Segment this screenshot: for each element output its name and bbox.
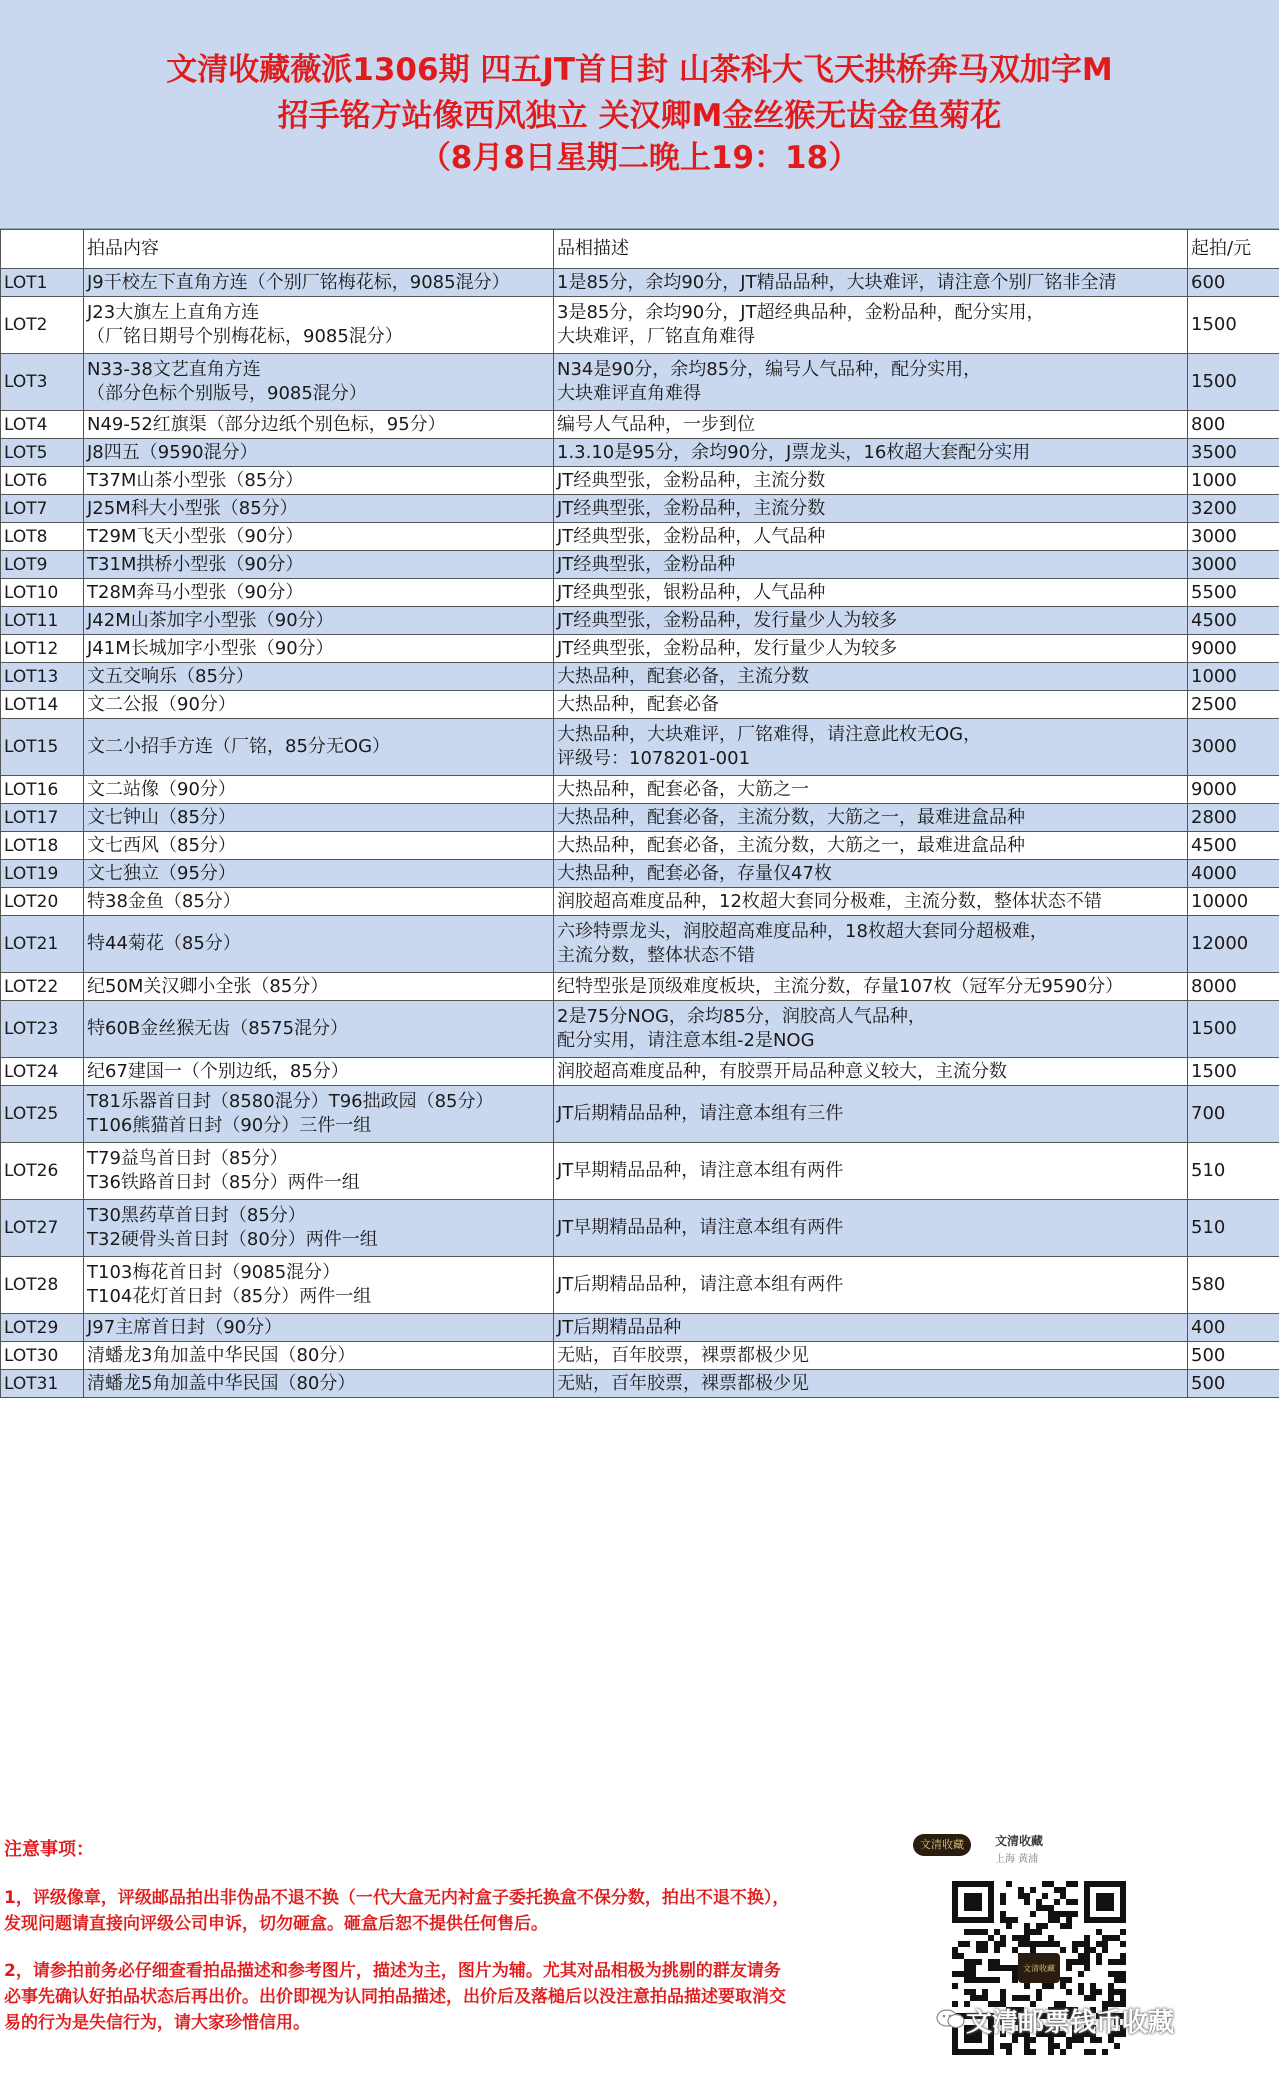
table-row	[1, 523, 1279, 551]
lot-number: LOT3	[1, 354, 84, 411]
lot-description-line: 大热品种，配套必备，主流分数，大筋之一，最难进盒品种	[557, 834, 1025, 856]
notes-title: 注意事项：	[4, 1839, 94, 1860]
lot-description-line: JT经典型张，银粉品种，人气品种	[557, 581, 826, 603]
lot-description	[554, 495, 1188, 523]
lot-content-line: T32硬骨头首日封（80分）两件一组	[87, 1229, 378, 1250]
lot-description	[554, 467, 1188, 495]
header-title-line-2: 招手铭方站像西风独立 关汉卿M金丝猴无齿金鱼菊花	[277, 98, 1002, 134]
lot-content	[84, 916, 554, 973]
lot-description-line: 大热品种，配套必备，存量仅47枚	[557, 862, 832, 884]
lot-description	[554, 1086, 1188, 1143]
lot-description	[554, 804, 1188, 832]
lot-description	[554, 888, 1188, 916]
lot-content-line: J97主席首日封（90分）	[87, 1316, 283, 1338]
lot-number: LOT8	[1, 523, 84, 551]
lot-content-line: 文五交响乐（85分）	[87, 665, 254, 687]
lot-description	[554, 1200, 1188, 1257]
table-row	[1, 804, 1279, 832]
table-row	[1, 832, 1279, 860]
lot-number: LOT6	[1, 467, 84, 495]
lot-number: LOT22	[1, 973, 84, 1001]
lot-description-line: 六珍特票龙头，润胶超高难度品种，18枚超大套同分超极难，	[557, 921, 1048, 942]
lot-number: LOT30	[1, 1342, 84, 1370]
lot-content-line: T28M奔马小型张（90分）	[87, 581, 304, 603]
lot-description-line: JT经典型张，金粉品种，发行量少人为较多	[557, 609, 898, 631]
table-row	[1, 495, 1279, 523]
lot-description	[554, 635, 1188, 663]
lot-description-line: 2是75分NOG，余均85分，润胶高人气品种，	[557, 1006, 926, 1027]
lot-number: LOT24	[1, 1058, 84, 1086]
lot-number: LOT19	[1, 860, 84, 888]
lot-content	[84, 1143, 554, 1200]
brand-location: 上海 黄浦	[995, 1854, 1039, 1865]
table-row	[1, 719, 1279, 776]
lot-number: LOT21	[1, 916, 84, 973]
table-row	[1, 439, 1279, 467]
brand-logo: 文清收藏	[913, 1834, 971, 1856]
lot-starting-price: 2800	[1188, 804, 1279, 832]
lot-description-line: JT经典型张，金粉品种	[557, 553, 736, 575]
lot-starting-price: 510	[1188, 1200, 1279, 1257]
lot-starting-price: 580	[1188, 1257, 1279, 1314]
lot-description-line: 大热品种，配套必备，大筋之一	[557, 778, 809, 800]
lot-description-line: 大热品种，大块难评，厂铭难得，请注意此枚无OG，	[557, 724, 982, 745]
lot-content-line: 文七西风（85分）	[87, 834, 236, 856]
lot-content	[84, 354, 554, 411]
table-row	[1, 1086, 1279, 1143]
lot-starting-price: 3200	[1188, 495, 1279, 523]
lot-description-line: 大热品种，配套必备	[557, 693, 719, 715]
lot-content	[84, 1314, 554, 1342]
lot-description-line: N34是90分，余均85分，编号人气品种，配分实用，	[557, 359, 982, 380]
lot-description-line: 大热品种，配套必备，主流分数	[557, 665, 809, 687]
lot-description	[554, 1058, 1188, 1086]
table-row	[1, 663, 1279, 691]
table-row	[1, 411, 1279, 439]
lot-content-line: N49-52红旗渠（部分边纸个别色标，95分）	[87, 413, 446, 435]
lot-starting-price: 10000	[1188, 888, 1279, 916]
lot-description	[554, 691, 1188, 719]
lot-content-line: （厂铭日期号个别梅花标，9085混分）	[87, 326, 403, 347]
lot-content-line: J9干校左下直角方连（个别厂铭梅花标，9085混分）	[87, 271, 510, 293]
table-row	[1, 888, 1279, 916]
lot-starting-price: 1500	[1188, 1058, 1279, 1086]
lot-content-line: 文二站像（90分）	[87, 778, 236, 800]
table-header-row	[1, 230, 1279, 269]
lot-starting-price: 4500	[1188, 607, 1279, 635]
lot-table-wrapper	[0, 229, 1279, 1398]
lot-content-line: T104花灯首日封（85分）两件一组	[87, 1286, 372, 1307]
table-row	[1, 1200, 1279, 1257]
lot-content-line: T79益鸟首日封（85分）	[87, 1148, 288, 1169]
lot-description-line: JT经典型张，金粉品种，人气品种	[557, 525, 826, 547]
table-row	[1, 467, 1279, 495]
lot-content	[84, 663, 554, 691]
column-header-price: 起拍/元	[1188, 230, 1279, 269]
table-row	[1, 691, 1279, 719]
lot-description-line: JT经典型张，金粉品种，发行量少人为较多	[557, 637, 898, 659]
lot-description	[554, 1342, 1188, 1370]
lot-content-line: 清蟠龙5角加盖中华民国（80分）	[87, 1372, 356, 1394]
lot-description	[554, 973, 1188, 1001]
lot-starting-price: 5500	[1188, 579, 1279, 607]
lot-number: LOT25	[1, 1086, 84, 1143]
lot-description	[554, 579, 1188, 607]
lot-description-line: 配分实用，请注意本组-2是NOG	[557, 1030, 815, 1051]
lot-starting-price: 600	[1188, 269, 1279, 297]
lot-content	[84, 832, 554, 860]
lot-content-line: J25M科大小型张（85分）	[87, 497, 298, 519]
lot-content	[84, 1001, 554, 1058]
lot-content	[84, 635, 554, 663]
lot-content-line: T36铁路首日封（85分）两件一组	[87, 1172, 360, 1193]
lot-starting-price: 12000	[1188, 916, 1279, 973]
lot-description	[554, 916, 1188, 973]
lot-starting-price: 2500	[1188, 691, 1279, 719]
lot-description-line: 无贴，百年胶票，裸票都极少见	[557, 1372, 809, 1394]
note-item-1: 1，评级像章，评级邮品拍出非伪品不退不换（一代大盒无内衬盒子委托换盒不保分数，拍出不退不换），发现问题请直接向评级公司申诉，切勿砸盒。砸盒后恕不提供任何售后。	[4, 1888, 790, 1934]
lot-number: LOT9	[1, 551, 84, 579]
auction-header	[0, 0, 1279, 229]
lot-starting-price: 500	[1188, 1370, 1279, 1398]
lot-starting-price: 4500	[1188, 832, 1279, 860]
lot-description-line: JT后期精品品种，请注意本组有两件	[557, 1274, 844, 1295]
qr-center-logo: 文清收藏	[1023, 1964, 1055, 1973]
column-header-content: 拍品内容	[84, 230, 554, 269]
lot-description	[554, 776, 1188, 804]
lot-content	[84, 973, 554, 1001]
lot-description	[554, 1314, 1188, 1342]
lot-description-line: 无贴，百年胶票，裸票都极少见	[557, 1344, 809, 1366]
lot-number: LOT11	[1, 607, 84, 635]
lot-content-line: N33-38文艺直角方连	[87, 359, 261, 380]
table-row	[1, 860, 1279, 888]
lot-content	[84, 467, 554, 495]
lot-table-body	[1, 269, 1279, 1398]
table-row	[1, 1143, 1279, 1200]
lot-number: LOT29	[1, 1314, 84, 1342]
table-row	[1, 916, 1279, 973]
lot-starting-price: 400	[1188, 1314, 1279, 1342]
lot-starting-price: 9000	[1188, 635, 1279, 663]
lot-starting-price: 800	[1188, 411, 1279, 439]
table-row	[1, 1314, 1279, 1342]
lot-number: LOT7	[1, 495, 84, 523]
lot-description-line: JT经典型张，金粉品种，主流分数	[557, 497, 826, 519]
lot-description-line: 主流分数，整体状态不错	[557, 945, 755, 966]
lot-starting-price: 1000	[1188, 467, 1279, 495]
lot-description-line: 编号人气品种，一步到位	[557, 413, 755, 435]
lot-starting-price: 500	[1188, 1342, 1279, 1370]
lot-starting-price: 1500	[1188, 297, 1279, 354]
lot-description-line: 3是85分，余均90分，JT超经典品种，金粉品种，配分实用，	[557, 302, 1045, 323]
lot-starting-price: 3000	[1188, 551, 1279, 579]
table-row	[1, 551, 1279, 579]
lot-description	[554, 297, 1188, 354]
lot-description-line: JT后期精品品种，请注意本组有三件	[557, 1103, 844, 1124]
column-header-lot	[1, 230, 84, 269]
lot-description	[554, 832, 1188, 860]
lot-content-line: 特60B金丝猴无齿（8575混分）	[87, 1018, 349, 1039]
lot-content-line: 特44菊花（85分）	[87, 933, 241, 954]
lot-number: LOT5	[1, 439, 84, 467]
table-row	[1, 776, 1279, 804]
lot-number: LOT26	[1, 1143, 84, 1200]
table-row	[1, 269, 1279, 297]
brand-name: 文清收藏	[995, 1834, 1044, 1848]
lot-number: LOT18	[1, 832, 84, 860]
lot-description	[554, 269, 1188, 297]
lot-content	[84, 1370, 554, 1398]
watermark-text: 文清邮票钱币收藏	[966, 2008, 1175, 2038]
lot-starting-price: 8000	[1188, 973, 1279, 1001]
notes-section	[0, 1790, 1279, 2076]
note-item-2: 2，请参拍前务必仔细查看拍品描述和参考图片，描述为主，图片为辅。尤其对品相极为挑剔的群友请务必事先确认好拍品状态后再出价。出价即视为认同拍品描述，出价后及落槌后以没注意拍品描述要取消交易的行为是失信行为，请大家珍惜信用。	[4, 1961, 786, 2033]
lot-content	[84, 523, 554, 551]
lot-number: LOT2	[1, 297, 84, 354]
lot-content-line: （部分色标个别版号，9085混分）	[87, 383, 367, 404]
lot-starting-price: 1500	[1188, 354, 1279, 411]
lot-starting-price: 510	[1188, 1143, 1279, 1200]
lot-content	[84, 551, 554, 579]
lot-table	[0, 229, 1279, 1398]
lot-content	[84, 776, 554, 804]
lot-description-line: 1.3.10是95分，余均90分，J票龙头，16枚超大套配分实用	[557, 441, 1031, 463]
lot-number: LOT23	[1, 1001, 84, 1058]
lot-description	[554, 1370, 1188, 1398]
lot-description	[554, 607, 1188, 635]
table-row	[1, 635, 1279, 663]
lot-content-line: 特38金鱼（85分）	[87, 890, 241, 912]
lot-description	[554, 411, 1188, 439]
lot-description-line: 1是85分，余均90分，JT精品品种，大块难评，请注意个别厂铭非全清	[557, 271, 1117, 293]
lot-content-line: J8四五（9590混分）	[87, 441, 258, 463]
lot-content-line: T30黑药草首日封（85分）	[87, 1205, 306, 1226]
header-title-line-1: 文清收藏薇派1306期 四五JT首日封 山茶科大飞天拱桥奔马双加字M	[166, 52, 1113, 88]
lot-content	[84, 860, 554, 888]
lot-description-line: 大块难评直角难得	[557, 383, 701, 404]
lot-content	[84, 579, 554, 607]
lot-number: LOT31	[1, 1370, 84, 1398]
lot-description-line: JT经典型张，金粉品种，主流分数	[557, 469, 826, 491]
table-row	[1, 354, 1279, 411]
lot-starting-price: 700	[1188, 1086, 1279, 1143]
lot-content	[84, 888, 554, 916]
table-row	[1, 607, 1279, 635]
lot-content-line: 清蟠龙3角加盖中华民国（80分）	[87, 1344, 356, 1366]
lot-content-line: J41M长城加字小型张（90分）	[87, 637, 334, 659]
lot-description-line: 润胶超高难度品种，12枚超大套同分极难，主流分数，整体状态不错	[557, 890, 1102, 912]
lot-content-line: T81乐器首日封（8580混分）T96拙政园（85分）	[87, 1091, 494, 1112]
lot-starting-price: 4000	[1188, 860, 1279, 888]
lot-content-line: 文二公报（90分）	[87, 693, 236, 715]
lot-content-line: J23大旗左上直角方连	[87, 302, 260, 323]
lot-number: LOT16	[1, 776, 84, 804]
lot-description	[554, 860, 1188, 888]
lot-description-line: 评级号：1078201-001	[557, 748, 751, 769]
lot-content	[84, 297, 554, 354]
lot-content	[84, 439, 554, 467]
lot-number: LOT1	[1, 269, 84, 297]
table-row	[1, 1257, 1279, 1314]
lot-description	[554, 1257, 1188, 1314]
lot-description-line: 大热品种，配套必备，主流分数，大筋之一，最难进盒品种	[557, 806, 1025, 828]
lot-description-line: JT早期精品品种，请注意本组有两件	[557, 1160, 844, 1181]
lot-content-line: T106熊猫首日封（90分）三件一组	[87, 1115, 372, 1136]
table-row	[1, 973, 1279, 1001]
lot-description-line: JT早期精品品种，请注意本组有两件	[557, 1217, 844, 1238]
lot-description	[554, 551, 1188, 579]
table-row	[1, 1370, 1279, 1398]
lot-description	[554, 1143, 1188, 1200]
lot-number: LOT13	[1, 663, 84, 691]
lot-number: LOT15	[1, 719, 84, 776]
lot-number: LOT28	[1, 1257, 84, 1314]
lot-content	[84, 607, 554, 635]
lot-content-line: 纪67建国一（个别边纸，85分）	[87, 1060, 349, 1082]
lot-content	[84, 1342, 554, 1370]
lot-content-line: 文七钟山（85分）	[87, 806, 236, 828]
lot-starting-price: 3000	[1188, 719, 1279, 776]
column-header-description: 品相描述	[554, 230, 1188, 269]
lot-starting-price: 1500	[1188, 1001, 1279, 1058]
lot-content	[84, 1257, 554, 1314]
lot-description-line: 大块难评，厂铭直角难得	[557, 326, 755, 347]
table-row	[1, 297, 1279, 354]
lot-number: LOT20	[1, 888, 84, 916]
lot-starting-price: 3500	[1188, 439, 1279, 467]
lot-content	[84, 411, 554, 439]
lot-content-line: 文二小招手方连（厂铭，85分无OG）	[87, 736, 391, 757]
lot-starting-price: 3000	[1188, 523, 1279, 551]
lot-description	[554, 719, 1188, 776]
header-title-line-3: （8月8日星期二晚上19：18）	[419, 140, 860, 176]
lot-content	[84, 1058, 554, 1086]
lot-description-line: 润胶超高难度品种，有胶票开局品种意义较大，主流分数	[557, 1060, 1007, 1082]
lot-content-line: T31M拱桥小型张（90分）	[87, 553, 304, 575]
lot-description	[554, 663, 1188, 691]
lot-content-line: J42M山茶加字小型张（90分）	[87, 609, 334, 631]
lot-number: LOT27	[1, 1200, 84, 1257]
lot-content-line: 文七独立（95分）	[87, 862, 236, 884]
lot-content	[84, 804, 554, 832]
lot-content	[84, 269, 554, 297]
table-row	[1, 1001, 1279, 1058]
wechat-icon	[936, 2008, 966, 2030]
lot-number: LOT10	[1, 579, 84, 607]
lot-number: LOT17	[1, 804, 84, 832]
lot-description	[554, 439, 1188, 467]
lot-description-line: JT后期精品品种	[557, 1316, 682, 1338]
lot-content	[84, 719, 554, 776]
lot-number: LOT4	[1, 411, 84, 439]
lot-description	[554, 523, 1188, 551]
lot-content-line: T29M飞天小型张（90分）	[87, 525, 304, 547]
lot-description	[554, 354, 1188, 411]
lot-content	[84, 1200, 554, 1257]
lot-content-line: T103梅花首日封（9085混分）	[87, 1262, 341, 1283]
lot-content-line: T37M山茶小型张（85分）	[87, 469, 304, 491]
table-row	[1, 1342, 1279, 1370]
table-row	[1, 1058, 1279, 1086]
lot-starting-price: 1000	[1188, 663, 1279, 691]
lot-content-line: 纪50M关汉卿小全张（85分）	[87, 975, 329, 997]
lot-number: LOT12	[1, 635, 84, 663]
lot-number: LOT14	[1, 691, 84, 719]
table-row	[1, 579, 1279, 607]
lot-starting-price: 9000	[1188, 776, 1279, 804]
lot-content	[84, 691, 554, 719]
lot-description	[554, 1001, 1188, 1058]
lot-description-line: 纪特型张是顶级难度板块，主流分数，存量107枚（冠军分无9590分）	[557, 975, 1124, 997]
lot-content	[84, 1086, 554, 1143]
lot-content	[84, 495, 554, 523]
